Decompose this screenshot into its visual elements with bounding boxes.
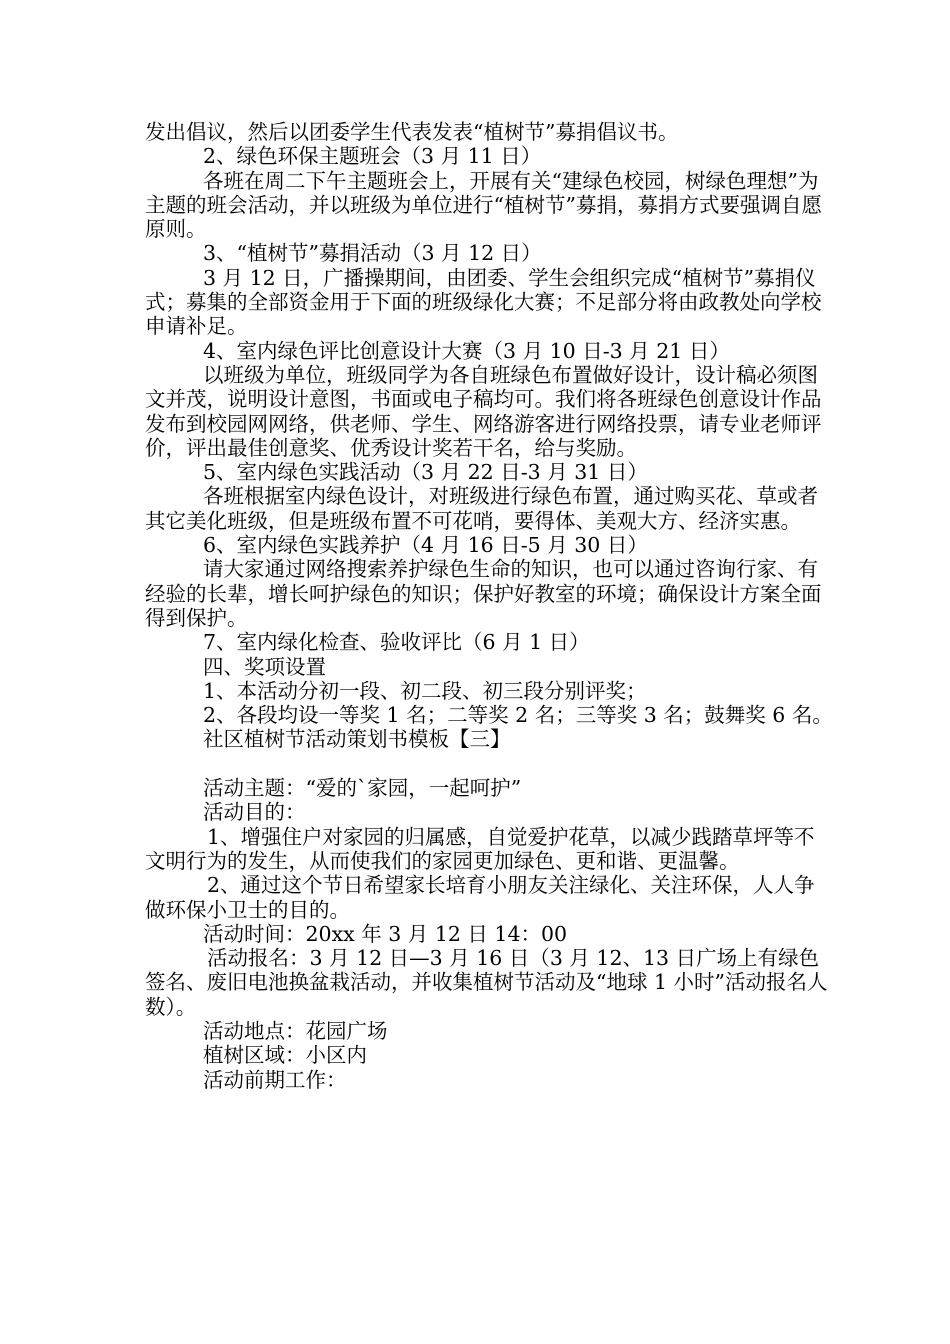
paragraph: 2、各段均设一等奖 1 名；二等奖 2 名；三等奖 3 名；鼓舞奖 6 名。 — [203, 703, 833, 728]
paragraph: 活动前期工作： — [203, 1067, 347, 1092]
paragraph: 3、“植树节”募捐活动（3 月 12 日） — [203, 241, 542, 266]
paragraph: 植树区域：小区内 — [203, 1043, 367, 1068]
paragraph: 各班根据室内绿色设计，对班级进行绿色布置，通过购买花、草或者其它美化班级，但是班级布置不可花哨，要得体、美观大方、经济实惠。 — [145, 484, 818, 533]
blank-line — [145, 752, 835, 776]
paragraph: 6、室内绿色实践养护（4 月 16 日-5 月 30 日） — [203, 533, 648, 558]
paragraph: 7、室内绿化检查、验收评比（6 月 1 日） — [203, 630, 590, 655]
paragraph: 各班在周二下午主题班会上，开展有关“建绿色校园，树绿色理想”为主题的班会活动，并以班级为单位进行“植树节”募捐，募捐方式要强调自愿原则。 — [145, 168, 822, 242]
paragraph: 活动报名：3 月 12 日—3 月 16 日（3 月 12、13 日广场上有绿色签名、废旧电池换盆栽活动，并收集植树节活动及“地球 1 小时”活动报名人数）。 — [145, 946, 828, 1019]
paragraph: 1、本活动分初一段、初二段、初三段分别评奖； — [203, 678, 647, 703]
paragraph: 4、室内绿色评比创意设计大赛（3 月 10 日-3 月 21 日） — [203, 338, 730, 363]
section-heading: 四、奖项设置 — [203, 654, 326, 679]
paragraph: 2、绿色环保主题班会（3 月 11 日） — [203, 144, 542, 169]
paragraph: 活动地点：花园广场 — [203, 1018, 388, 1043]
document-title: 社区植树节活动策划书模板【三】 — [203, 727, 511, 752]
paragraph: 发出倡议，然后以团委学生代表发表“植树节”募捐倡议书。 — [145, 120, 679, 144]
paragraph: 3 月 12 日，广播操期间，由团委、学生会组织完成“植树节”募捐仪式；募集的全部资金用于下面的班级绿化大赛；不足部分将由政教处向学校申请补足。 — [145, 265, 822, 339]
paragraph: 请大家通过网络搜索养护绿色生命的知识，也可以通过咨询行家、有经验的长辈，增长呵护绿色的知识；保护好教室的环境；确保设计方案全面得到保护。 — [145, 557, 822, 630]
paragraph: 2、通过这个节日希望家长培育小朋友关注绿化、关注环保，人人争做环保小卫士的目的。 — [145, 873, 815, 922]
paragraph: 5、室内绿色实践活动（3 月 22 日-3 月 31 日） — [203, 460, 648, 485]
document-body — [145, 120, 835, 1092]
paragraph: 活动主题：“爱的`家园，一起呵护” — [203, 776, 522, 801]
paragraph: 1、增强住户对家园的归属感，自觉爱护花草，以减少践踏草坪等不文明行为的发生，从而使我们的家园更加绿色、更和谐、更温馨。 — [145, 824, 815, 873]
paragraph: 以班级为单位，班级同学为各自班绿色布置做好设计，设计稿必须图文并茂，说明设计意图，书面或电子稿均可。我们将各班绿色创意设计作品发布到校园网网络，供老师、学生、网络游客进行网络投票，请专业老师评价，评出最佳创意奖、优秀设计奖若干名，给与奖励。 — [145, 362, 822, 460]
paragraph: 活动时间：20xx 年 3 月 12 日 14：00 — [203, 921, 568, 946]
paragraph: 活动目的： — [203, 800, 306, 825]
